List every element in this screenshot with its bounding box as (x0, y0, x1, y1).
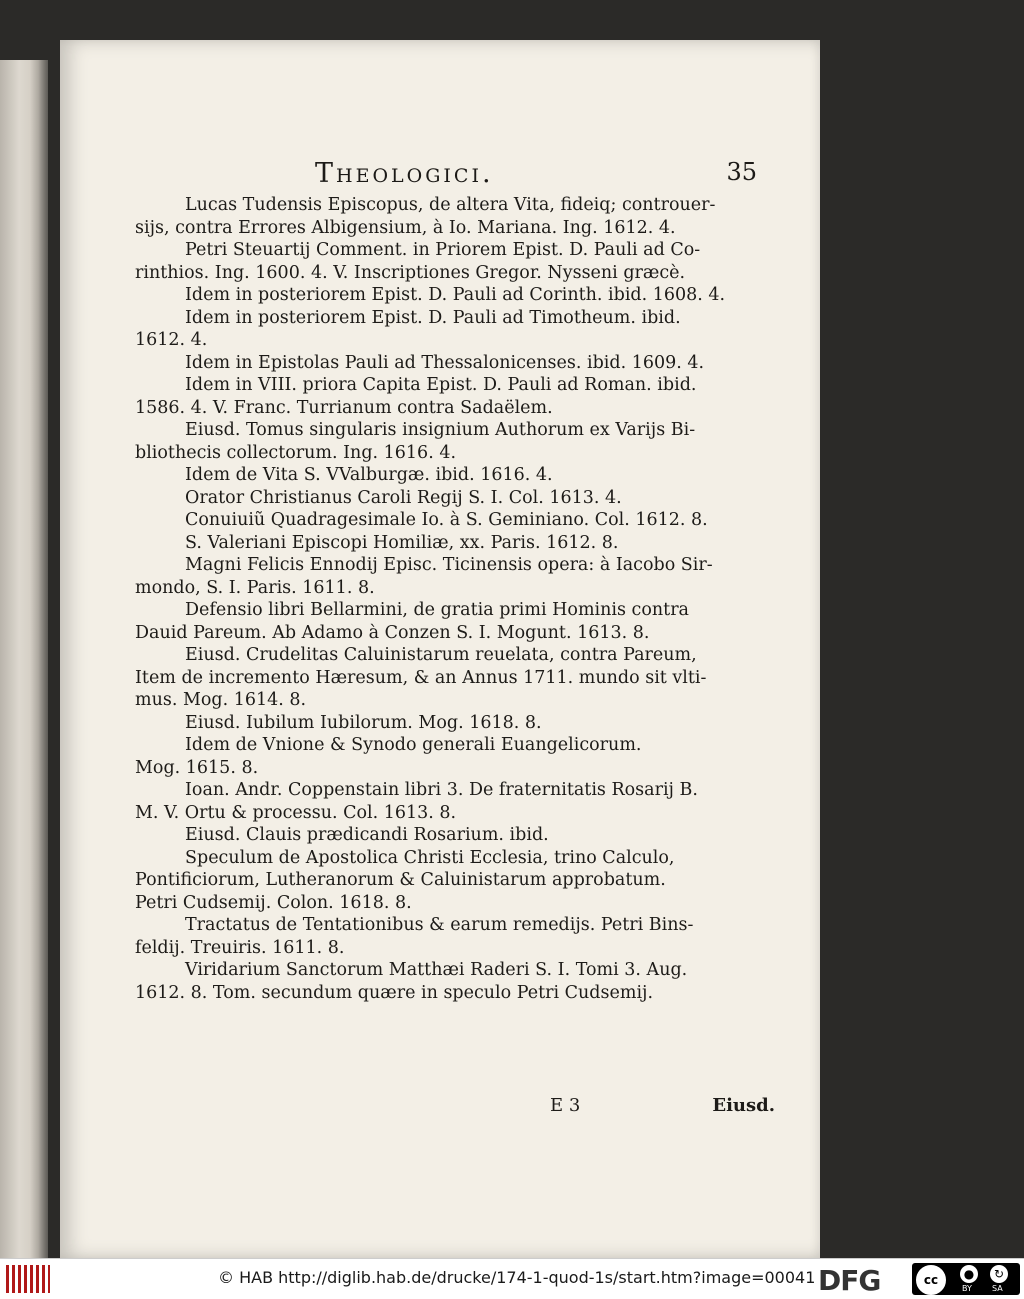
text-line: Item de incremento Hæresum, & an Annus 1711. mundo sit vlti- (135, 667, 707, 688)
text-line: M. V. Ortu & processu. Col. 1613. 8. (135, 802, 457, 823)
signature-mark: E 3 (550, 1095, 581, 1116)
page-number: 35 (726, 158, 757, 186)
sa-label: SA (992, 1284, 1003, 1293)
text-line: 1612. 4. (135, 330, 208, 350)
attribution-bar (0, 1258, 1024, 1299)
text-line: Conuiuiũ Quadragesimale Io. à S. Geminiano. Col. 1612. 8. (185, 510, 708, 530)
text-line: Idem in Epistolas Pauli ad Thessalonicenses. ibid. 1609. 4. (185, 352, 705, 373)
text-line: Petri Cudsemij. Colon. 1618. 8. (135, 892, 412, 913)
text-line: Idem de Vita S. VValburgæ. ibid. 1616. 4. (185, 465, 553, 485)
text-line: Orator Christianus Caroli Regij S. I. Col. 1613. 4. (185, 487, 622, 508)
adjacent-page-edge (0, 60, 48, 1258)
text-line: bliothecis collectorum. Ing. 1616. 4. (135, 442, 457, 463)
text-line: Mog. 1615. 8. (135, 757, 259, 778)
text-line: Defensio libri Bellarmini, de gratia primi Hominis contra (185, 600, 689, 620)
text-line: mus. Mog. 1614. 8. (135, 690, 307, 710)
text-line: rinthios. Ing. 1600. 4. V. Inscriptiones Gregor. Nysseni græcè. (135, 262, 686, 283)
text-line: Pontificiorum, Lutheranorum & Caluinistarum approbatum. (135, 870, 666, 890)
running-head: Theologici. (315, 158, 494, 189)
text-line: Lucas Tudensis Episcopus, de altera Vita, fideiq; controuer- (185, 195, 716, 215)
catchword: Eiusd. (712, 1095, 775, 1116)
page-header (315, 158, 757, 198)
text-line: sijs, contra Errores Albigensium, à Io. Mariana. Ing. 1612. 4. (135, 217, 676, 238)
text-line: Idem de Vnione & Synodo generali Euangelicorum. (185, 735, 642, 755)
by-label: BY (962, 1284, 972, 1293)
text-line: mondo, S. I. Paris. 1611. 8. (135, 577, 375, 598)
text-line: 1612. 8. Tom. secundum quære in speculo Petri Cudsemij. (135, 982, 654, 1003)
text-line: Dauid Pareum. Ab Adamo à Conzen S. I. Mogunt. 1613. 8. (135, 622, 650, 643)
text-line: Speculum de Apostolica Christi Ecclesia, trino Calculo, (185, 847, 675, 868)
text-line: Viridarium Sanctorum Matthæi Raderi S. I. Tomi 3. Aug. (185, 960, 688, 980)
text-line: Eiusd. Crudelitas Caluinistarum reuelata, contra Pareum, (185, 645, 697, 665)
hab-logo-icon[interactable] (6, 1265, 50, 1293)
text-line: Eiusd. Clauis prædicandi Rosarium. ibid. (185, 825, 549, 845)
attribution-icon: ● (960, 1265, 978, 1283)
text-line: Magni Felicis Ennodij Episc. Ticinensis opera: à Iacobo Sir- (185, 555, 713, 575)
text-line: Idem in posteriorem Epist. D. Pauli ad Timotheum. ibid. (185, 307, 681, 328)
cc-icon: cc (916, 1265, 946, 1295)
text-line: Eiusd. Tomus singularis insignium Authorum ex Varijs Bi- (185, 420, 696, 440)
text-line: feldij. Treuiris. 1611. 8. (135, 937, 345, 958)
text-line: S. Valeriani Episcopi Homiliæ, xx. Paris. 1612. 8. (185, 532, 619, 553)
text-line: Petri Steuartij Comment. in Priorem Epist. D. Pauli ad Co- (185, 240, 701, 260)
page-footer (135, 1095, 775, 1121)
share-alike-icon: ↻ (990, 1265, 1008, 1283)
text-line: Eiusd. Iubilum Iubilorum. Mog. 1618. 8. (185, 712, 542, 733)
catalog-text-block (135, 194, 775, 1004)
cc-license-badge[interactable] (912, 1263, 1020, 1295)
source-credit[interactable]: © HAB http://diglib.hab.de/drucke/174-1-quod-1s/start.htm?image=00041 (218, 1268, 816, 1287)
text-line: 1586. 4. V. Franc. Turrianum contra Sadaëlem. (135, 397, 553, 418)
book-page (60, 40, 820, 1258)
text-line: Idem in posteriorem Epist. D. Pauli ad Corinth. ibid. 1608. 4. (185, 285, 726, 305)
text-line: Ioan. Andr. Coppenstain libri 3. De fraternitatis Rosarij B. (185, 780, 698, 800)
text-line: Tractatus de Tentationibus & earum remedijs. Petri Bins- (185, 915, 694, 935)
dfg-logo[interactable]: DFG (818, 1264, 881, 1297)
text-line: Idem in VIII. priora Capita Epist. D. Pauli ad Roman. ibid. (185, 375, 697, 395)
